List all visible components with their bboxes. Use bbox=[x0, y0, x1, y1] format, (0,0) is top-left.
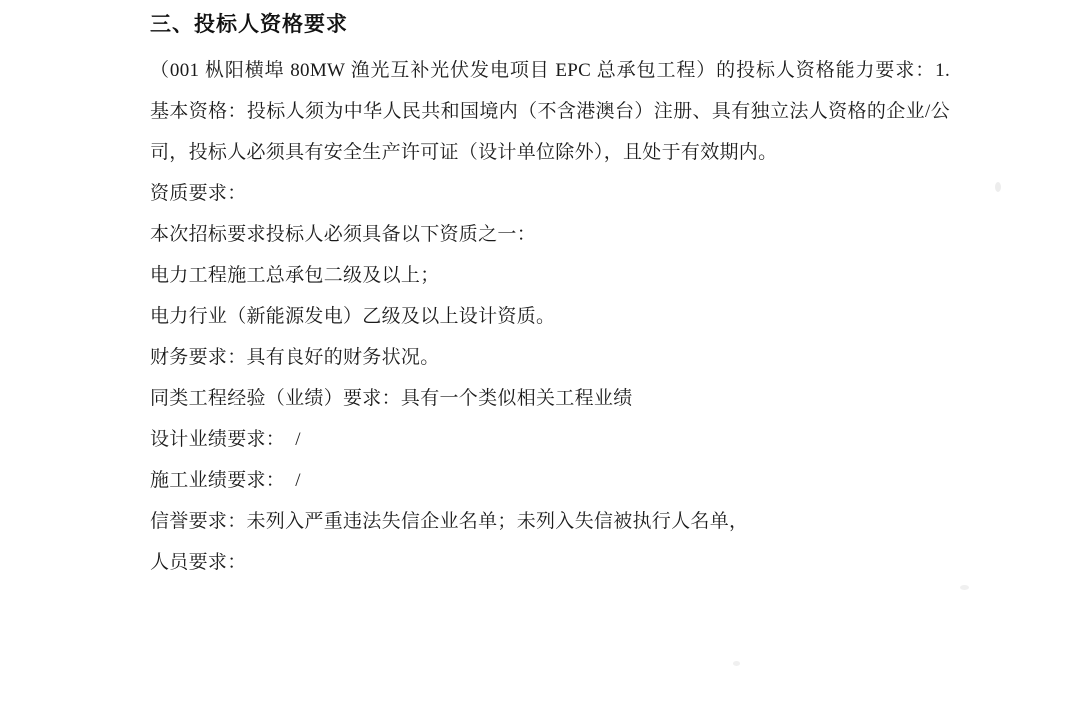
paragraph-construction-performance: 施工业绩要求： / bbox=[150, 470, 301, 491]
paragraph-intro-text: （001 枞阳横埠 80MW 渔光互补光伏发电项目 EPC 总承包工程）的投标人资格能力要求：1. 基本资格：投标人须为中华人民共和国境内（不含港澳台）注册、具有独立法人资格的企业/公司，投标人必须具有安全生产许可证（设计单位除外），且处于有效期内。 bbox=[150, 60, 950, 163]
paragraph-qualification-label: 资质要求： bbox=[150, 183, 247, 204]
paragraph-qualification-item-1: 电力工程施工总承包二级及以上； bbox=[150, 265, 440, 286]
paragraph-qualification-item-2: 电力行业（新能源发电）乙级及以上设计资质。 bbox=[150, 306, 556, 327]
page-title: 三、投标人资格要求 bbox=[150, 12, 348, 36]
paragraph-qualification-intro: 本次招标要求投标人必须具备以下资质之一： bbox=[150, 224, 537, 245]
scan-artifact-mark bbox=[733, 661, 740, 666]
scan-artifact-mark bbox=[960, 585, 969, 590]
paragraph-credit: 信誉要求：未列入严重违法失信企业名单；未列入失信被执行人名单， bbox=[150, 511, 749, 532]
paragraph-personnel: 人员要求： bbox=[150, 552, 247, 573]
paragraph-experience: 同类工程经验（业绩）要求：具有一个类似相关工程业绩 bbox=[150, 388, 633, 409]
paragraph-design-performance: 设计业绩要求： / bbox=[150, 429, 301, 450]
paragraph-finance: 财务要求：具有良好的财务状况。 bbox=[150, 347, 440, 368]
paragraph-intro bbox=[150, 50, 950, 173]
document-body bbox=[150, 50, 950, 583]
scan-artifact-mark bbox=[995, 182, 1001, 192]
